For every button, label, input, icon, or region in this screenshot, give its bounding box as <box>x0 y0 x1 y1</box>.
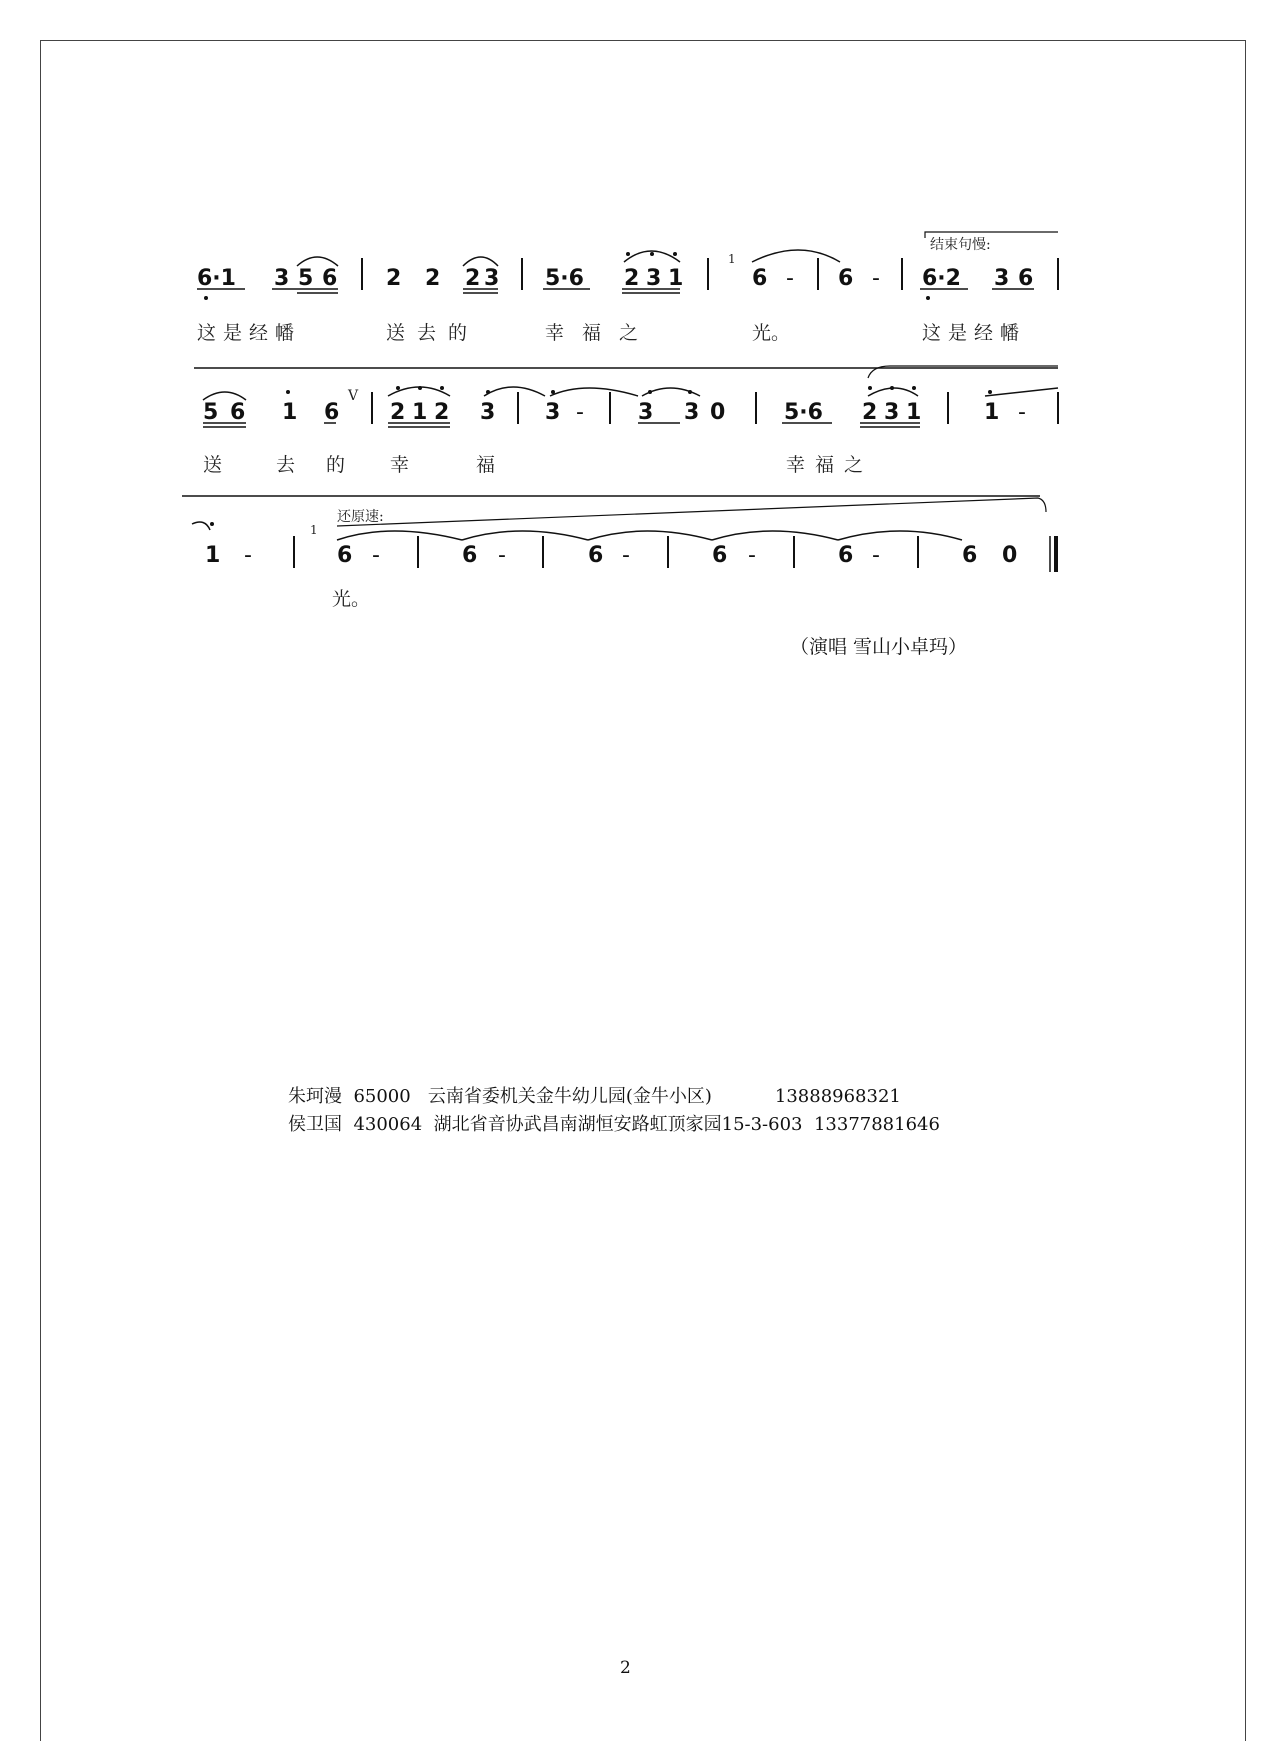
note: 6·1 <box>197 266 236 291</box>
page-number: 2 <box>620 1658 631 1678</box>
note: 1 <box>205 543 221 568</box>
note: 6 <box>588 543 604 568</box>
note: 2 <box>465 266 481 291</box>
note: 5·6 <box>784 400 823 425</box>
note: 0 <box>710 400 726 425</box>
contact-address: 云南省委机关金牛幼儿园(金牛小区) <box>427 1086 712 1107</box>
contact-zip: 430064 <box>353 1114 423 1135</box>
dash: - <box>872 266 880 291</box>
note: 2 <box>425 266 441 291</box>
music-score <box>0 0 1278 700</box>
note: 2 <box>862 400 878 425</box>
lyric: 的 <box>326 454 346 476</box>
note: 6 <box>838 266 854 291</box>
note: 0 <box>1002 543 1018 568</box>
note: 3 <box>274 266 290 291</box>
note: 6 <box>337 543 353 568</box>
note: 2 <box>434 400 450 425</box>
contact-name: 侯卫国 <box>288 1114 342 1135</box>
dash: - <box>1018 400 1026 425</box>
lyric: 送 <box>203 454 223 476</box>
note: 2 <box>624 266 640 291</box>
contact-line <box>288 1110 940 1136</box>
note: 3 <box>480 400 496 425</box>
note: 3 <box>994 266 1010 291</box>
note: 6 <box>712 543 728 568</box>
note: 6 <box>838 543 854 568</box>
note: 2 <box>386 266 402 291</box>
dash: - <box>622 543 630 568</box>
note: 6 <box>462 543 478 568</box>
lyric: 幸福之 <box>786 454 874 476</box>
lyric: 福 <box>476 454 496 476</box>
breath-mark: V <box>348 388 359 404</box>
note: 3 <box>684 400 700 425</box>
note: 3 <box>545 400 561 425</box>
note: 3 <box>484 266 500 291</box>
contact-phone: 13888968321 <box>774 1086 901 1107</box>
contact-zip: 65000 <box>353 1086 411 1107</box>
note: 1 <box>984 400 1000 425</box>
contact-name: 朱珂漫 <box>288 1086 342 1107</box>
note: 1 <box>282 400 298 425</box>
tempo-annotation: 还原速: <box>337 509 384 525</box>
note: 6 <box>752 266 768 291</box>
lyric: 这是经幡 <box>922 322 1027 344</box>
contact-line <box>288 1082 901 1108</box>
dash: - <box>498 543 506 568</box>
note: 1 <box>668 266 684 291</box>
note: 6 <box>962 543 978 568</box>
note: 6 <box>324 400 340 425</box>
lyric: 幸福之 <box>545 322 657 344</box>
note: 6 <box>230 400 246 425</box>
note: 5 <box>203 400 219 425</box>
lyric: 光。 <box>332 588 371 610</box>
note: 5·6 <box>545 266 584 291</box>
note: 3 <box>638 400 654 425</box>
note: 3 <box>646 266 662 291</box>
note: 1 <box>412 400 428 425</box>
dash: - <box>872 543 880 568</box>
note: 1 <box>906 400 922 425</box>
note: 3 <box>884 400 900 425</box>
lyric: 这是经幡 <box>197 322 302 344</box>
note: 6·2 <box>922 266 961 291</box>
dash: - <box>244 543 252 568</box>
tempo-annotation: 结束句慢: <box>930 237 991 253</box>
lyric: 去 <box>276 454 296 476</box>
lyric: 光。 <box>752 322 791 344</box>
note: 6 <box>322 266 338 291</box>
contact-phone: 13377881646 <box>813 1114 940 1135</box>
dash: - <box>748 543 756 568</box>
grace-note: 1 <box>310 523 318 537</box>
lyric: 送去的 <box>386 322 480 344</box>
grace-note: 1 <box>728 252 736 266</box>
lyric: 幸 <box>390 454 410 476</box>
note: 6 <box>1018 266 1034 291</box>
dash: - <box>372 543 380 568</box>
note: 2 <box>390 400 406 425</box>
dash: - <box>576 400 584 425</box>
dash: - <box>786 266 794 291</box>
score-lines <box>0 0 1278 700</box>
contact-address: 湖北省音协武昌南湖恒安路虹顶家园15-3-603 <box>433 1114 803 1135</box>
note: 5 <box>298 266 314 291</box>
singer-credit: （演唱 雪山小卓玛） <box>790 636 968 658</box>
